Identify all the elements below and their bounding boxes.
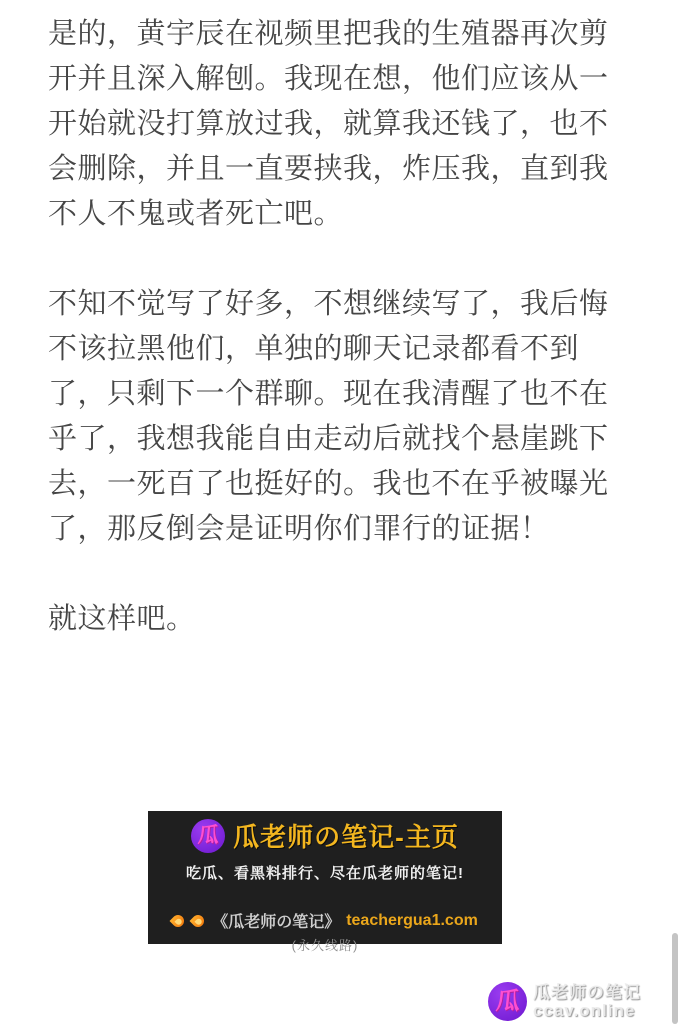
text-line: 了，那反倒会是证明你们罪行的证据！ xyxy=(48,513,550,545)
watermelon-gua-glyph: 瓜 xyxy=(196,824,220,847)
promo-banner[interactable] xyxy=(148,811,502,953)
text-line: 就这样吧。 xyxy=(48,603,196,635)
text-line: 开并且深入解刨。我现在想，他们应该从一 xyxy=(48,63,609,95)
banner-subtitle: 吃瓜、看黑料排行、尽在瓜老师的笔记! xyxy=(186,865,464,882)
banner-title-row xyxy=(191,817,459,854)
text-line: 乎了，我想我能自由走动后就找个悬崖跳下 xyxy=(48,423,609,455)
watermark-title: 瓜老师の笔记 xyxy=(533,982,641,1002)
watermark-url: ccav.online xyxy=(533,1000,636,1020)
text-line: 不人不鬼或者死亡吧。 xyxy=(48,198,344,230)
text-line: 会删除，并且一直要挟我，炸压我，直到我 xyxy=(48,153,609,185)
permanent-line-note: (永久线路) xyxy=(291,938,359,953)
watermark xyxy=(488,982,641,1021)
watermark-watermelon-icon xyxy=(488,982,527,1021)
site-name: 《瓜老师の笔记》 xyxy=(212,914,341,931)
site-url-link[interactable]: teachergua1.com xyxy=(346,911,478,929)
banner-title: 瓜老师の笔记-主页 xyxy=(233,822,459,852)
watermark-text xyxy=(533,984,641,1020)
paragraph xyxy=(48,282,648,552)
paragraph xyxy=(48,597,648,642)
text-line: 开始就没打算放过我，就算我还钱了，也不 xyxy=(48,108,609,140)
body-text xyxy=(48,12,648,687)
banner-promo-row xyxy=(172,909,478,932)
watermark-gua-glyph: 瓜 xyxy=(494,987,521,1015)
watermelon-gua-icon xyxy=(191,819,225,853)
scrollbar-thumb[interactable] xyxy=(672,933,678,1024)
fire-icon xyxy=(190,912,207,929)
text-line: 不该拉黑他们，单独的聊天记录都看不到 xyxy=(48,333,580,365)
fire-icon xyxy=(170,912,187,929)
text-line: 了，只剩下一个群聊。现在我清醒了也不在 xyxy=(48,378,609,410)
text-line: 去，一死百了也挺好的。我也不在乎被曝光 xyxy=(48,468,609,500)
paragraph xyxy=(48,12,648,237)
text-line: 是的，黄宇辰在视频里把我的生殖器再次剪 xyxy=(48,18,609,50)
text-line: 不知不觉写了好多，不想继续写了，我后悔 xyxy=(48,288,609,320)
